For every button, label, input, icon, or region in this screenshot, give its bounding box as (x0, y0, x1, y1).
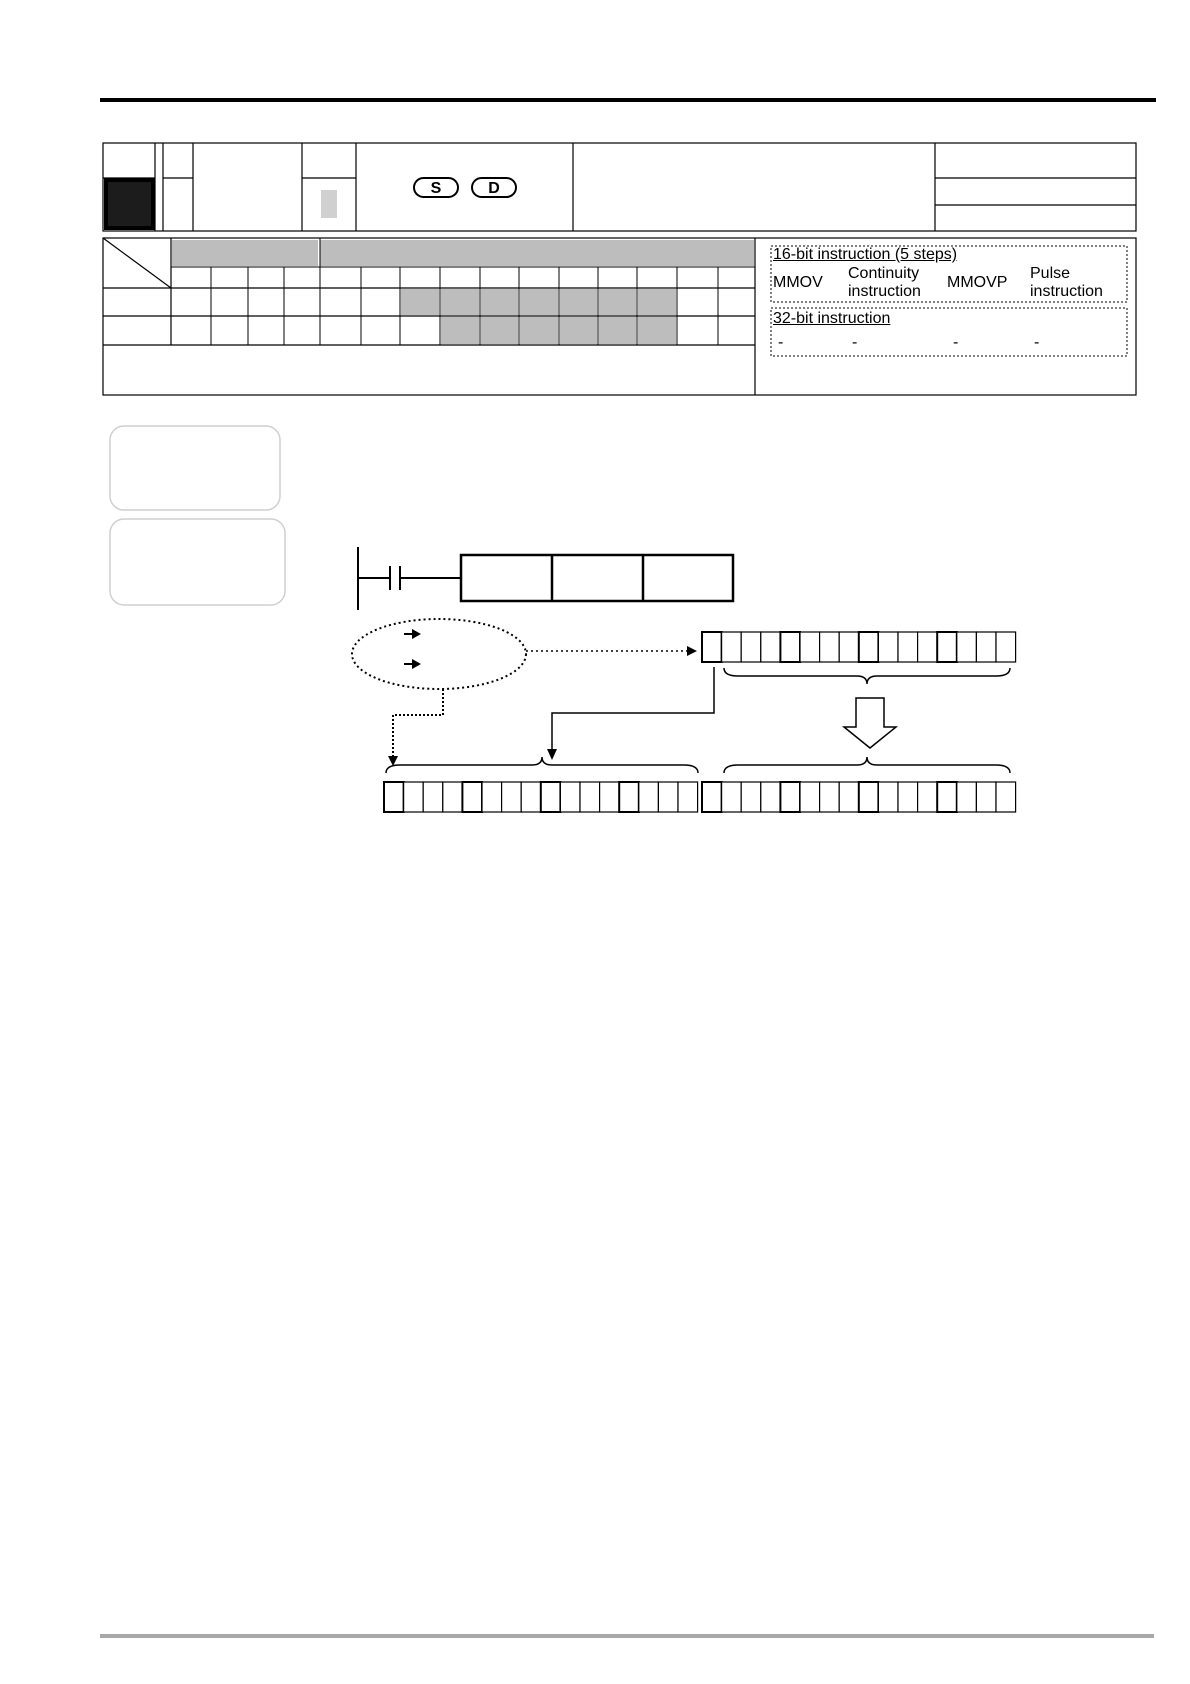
bit32-item-2: - (852, 334, 858, 351)
bit16-item-3: MMOVP (947, 274, 1008, 291)
bit32-item-1: - (778, 334, 784, 351)
bit16-title: 16-bit instruction (5 steps) (773, 246, 958, 263)
bit16-item-2: Continuity instruction (848, 265, 921, 300)
bit32-item-4: - (1034, 334, 1040, 351)
destination-symbol: D (488, 180, 500, 197)
bit32-item-3: - (953, 334, 959, 351)
footer-rule (100, 1634, 1154, 1638)
bit16-item-4: Pulse instruction (1030, 265, 1103, 300)
bit16-item-1: MMOV (773, 274, 823, 291)
bit32-title: 32-bit instruction (773, 310, 891, 327)
source-symbol: S (430, 180, 442, 197)
